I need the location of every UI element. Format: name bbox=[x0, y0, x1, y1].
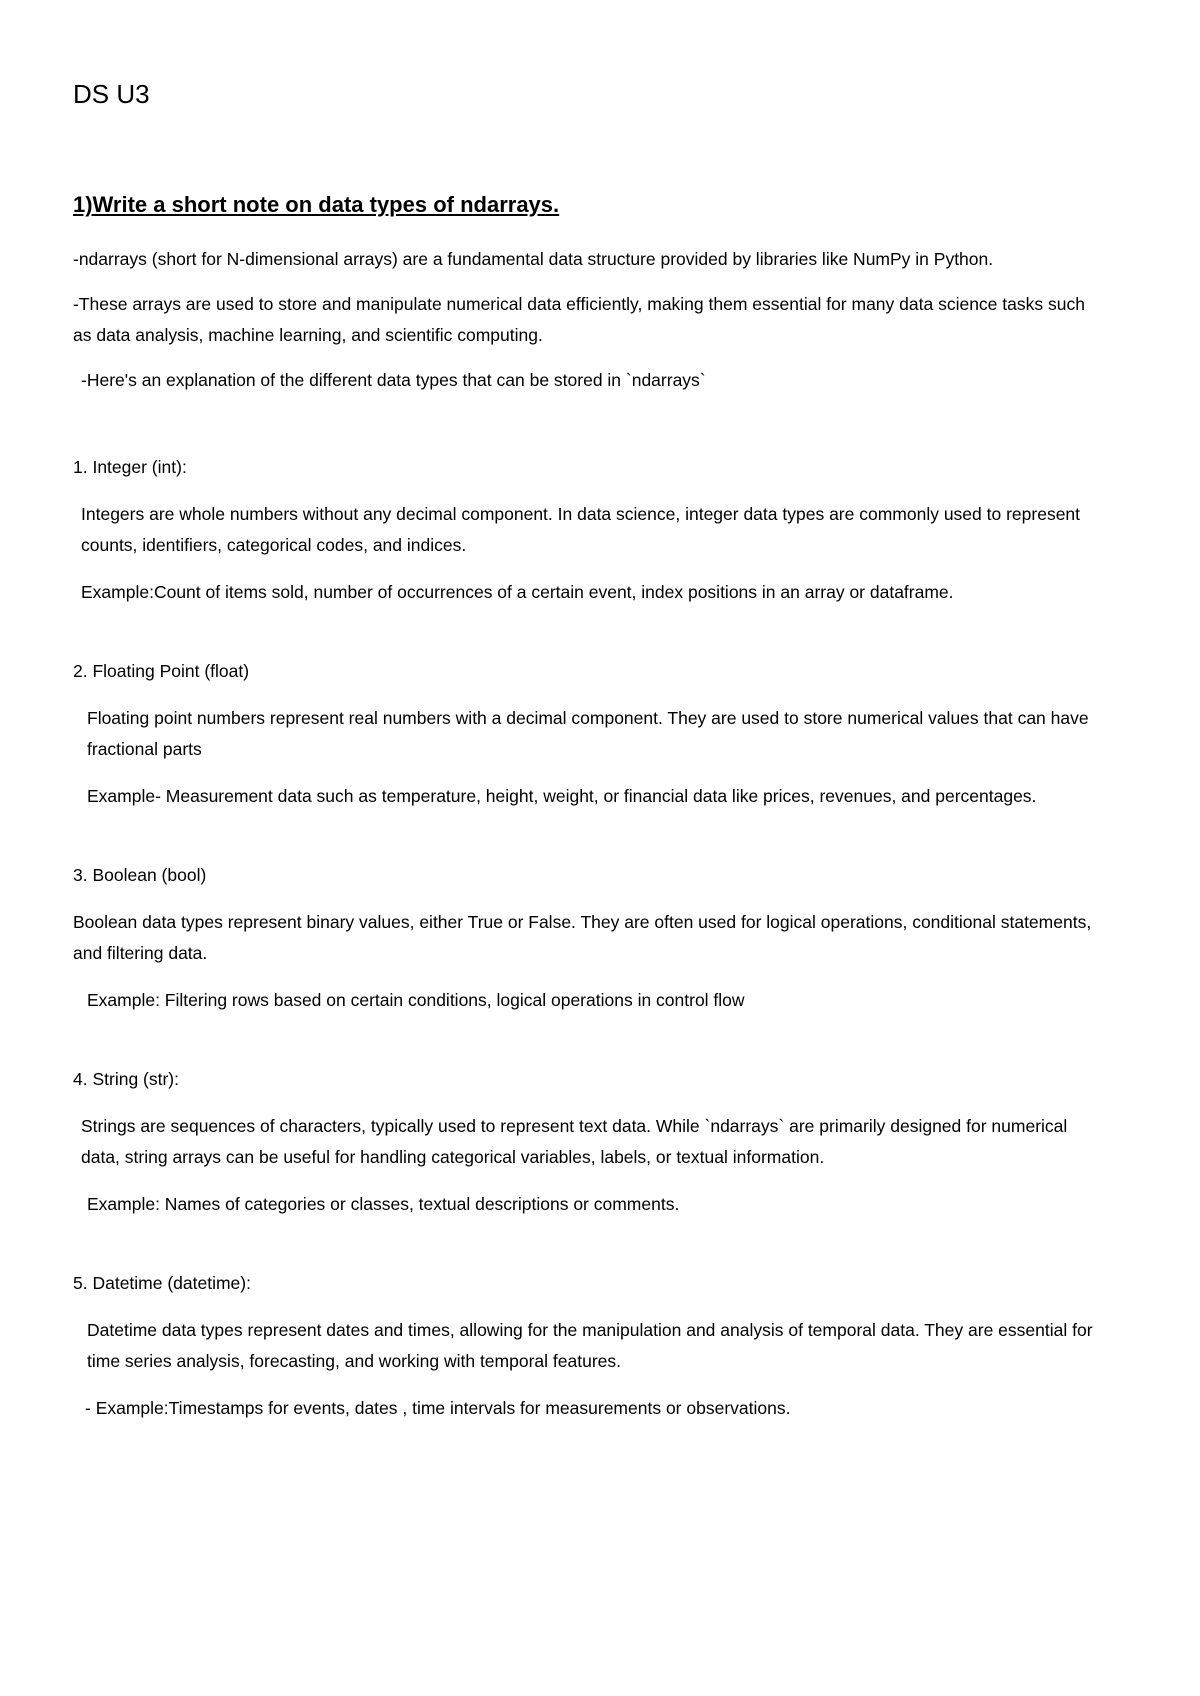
section-description: Floating point numbers represent real numbers with a decimal component. They are used to store numerical values that can have fractional parts bbox=[87, 708, 1089, 759]
section-description: Integers are whole numbers without any decimal component. In data science, integer data types are commonly used to represent counts, identifiers, categorical codes, and indices. bbox=[81, 504, 1081, 555]
section-heading: 4. String (str): bbox=[73, 1069, 179, 1089]
section-heading: 5. Datetime (datetime): bbox=[73, 1273, 251, 1293]
section-string bbox=[73, 1064, 1100, 1220]
section-example: Example- Measurement data such as temperature, height, weight, or financial data like prices, revenues, and percentages. bbox=[87, 786, 1037, 806]
document-title: DS U3 bbox=[73, 79, 150, 109]
section-description: Boolean data types represent binary values, either True or False. They are often used for logical operations, conditional statements, and filtering data. bbox=[73, 912, 1092, 963]
section-example: - Example:Timestamps for events, dates , time intervals for measurements or observations. bbox=[85, 1398, 791, 1418]
section-heading: 1. Integer (int): bbox=[73, 457, 187, 477]
intro-paragraph-2: -These arrays are used to store and manipulate numerical data efficiently, making them essential for many data science tasks such as data analysis, machine learning, and scientific computing. bbox=[73, 294, 1085, 345]
question-heading: 1)Write a short note on data types of ndarrays. bbox=[73, 192, 560, 217]
section-example: Example:Count of items sold, number of occurrences of a certain event, index positions in an array or dataframe. bbox=[81, 582, 954, 602]
section-heading: 2. Floating Point (float) bbox=[73, 661, 250, 681]
section-datetime bbox=[73, 1268, 1100, 1424]
section-float bbox=[73, 656, 1100, 812]
section-example: Example: Names of categories or classes, textual descriptions or comments. bbox=[87, 1194, 680, 1214]
section-heading: 3. Boolean (bool) bbox=[73, 865, 207, 885]
section-integer bbox=[73, 452, 1100, 608]
intro-paragraph-3: -Here's an explanation of the different data types that can be stored in `ndarrays` bbox=[81, 370, 706, 390]
section-description: Strings are sequences of characters, typically used to represent text data. While `ndarrays` are primarily designed for numerical data, string arrays can be useful for handling categorical variables, labels, or textual information. bbox=[81, 1116, 1068, 1167]
section-example: Example: Filtering rows based on certain conditions, logical operations in control flow bbox=[87, 990, 745, 1010]
intro-paragraph-1: -ndarrays (short for N-dimensional arrays) are a fundamental data structure provided by libraries like NumPy in Python. bbox=[73, 249, 994, 269]
section-description: Datetime data types represent dates and times, allowing for the manipulation and analysis of temporal data. They are essential for time series analysis, forecasting, and working with temporal features. bbox=[87, 1320, 1093, 1371]
section-boolean bbox=[73, 860, 1100, 1016]
